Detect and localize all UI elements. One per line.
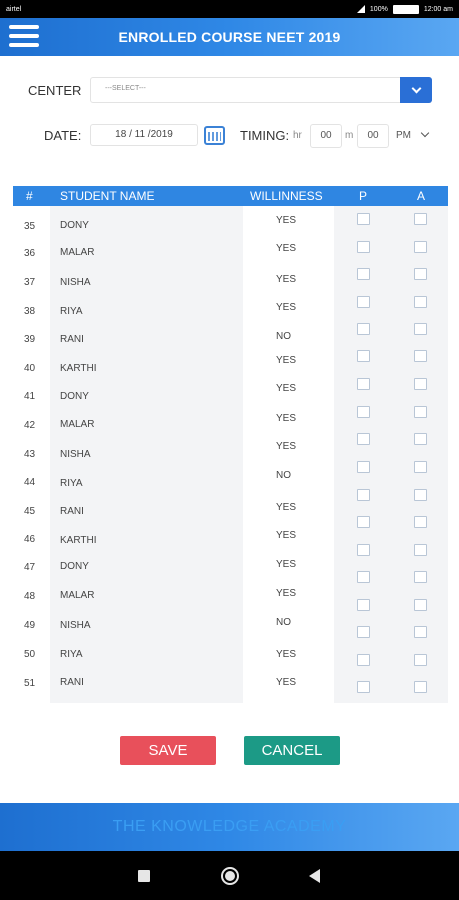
- student-name: RANI: [60, 506, 84, 517]
- willingness-value: NO: [276, 470, 291, 481]
- student-name: DONY: [60, 561, 89, 572]
- status-bar: [0, 0, 459, 18]
- present-checkbox[interactable]: [357, 516, 370, 528]
- row-number: 39: [24, 334, 36, 345]
- student-name: DONY: [60, 220, 89, 231]
- footer-text: THE KNOWLEDGE ACADEMY: [112, 818, 347, 835]
- student-name: NISHA: [60, 277, 91, 288]
- back-icon[interactable]: [309, 869, 320, 883]
- hour-label: hr: [293, 130, 302, 141]
- center-select-placeholder: ---SELECT---: [105, 85, 146, 92]
- navigation-bar: [0, 851, 459, 900]
- minute-input[interactable]: 00: [357, 124, 389, 148]
- student-name: RIYA: [60, 649, 83, 660]
- row-number: 35: [24, 221, 36, 232]
- row-number: 50: [24, 649, 36, 660]
- header-absent: A: [417, 189, 426, 203]
- row-number: 38: [24, 306, 36, 317]
- student-name: DONY: [60, 391, 89, 402]
- present-checkbox[interactable]: [357, 241, 370, 253]
- date-input[interactable]: 18 / 11 /2019: [90, 124, 198, 146]
- header-willingness: WILLINNESS: [250, 189, 323, 203]
- absent-checkbox[interactable]: [414, 241, 427, 253]
- absent-checkbox[interactable]: [414, 268, 427, 280]
- willingness-value: YES: [276, 441, 297, 452]
- row-number: 46: [24, 534, 36, 545]
- present-checkbox[interactable]: [357, 681, 370, 693]
- carrier-label: airtel: [6, 5, 22, 13]
- present-checkbox[interactable]: [357, 599, 370, 611]
- willingness-value: YES: [276, 302, 297, 313]
- row-number: 43: [24, 449, 36, 460]
- date-label: DATE:: [44, 128, 82, 143]
- hamburger-icon[interactable]: [9, 25, 39, 49]
- footer: [0, 803, 459, 851]
- absent-checkbox[interactable]: [414, 461, 427, 473]
- present-checkbox[interactable]: [357, 654, 370, 666]
- willingness-value: YES: [276, 588, 297, 599]
- page-title: ENROLLED COURSE NEET 2019: [118, 29, 341, 45]
- present-checkbox[interactable]: [357, 350, 370, 362]
- absent-checkbox[interactable]: [414, 654, 427, 666]
- present-checkbox[interactable]: [357, 571, 370, 583]
- student-name: NISHA: [60, 449, 91, 460]
- present-checkbox[interactable]: [357, 626, 370, 638]
- student-name: KARTHI: [60, 363, 97, 374]
- present-checkbox[interactable]: [357, 489, 370, 501]
- student-name: RANI: [60, 334, 84, 345]
- willingness-value: YES: [276, 215, 297, 226]
- willingness-value: YES: [276, 413, 297, 424]
- app-header: [0, 18, 459, 56]
- absent-checkbox[interactable]: [414, 571, 427, 583]
- row-number: 49: [24, 620, 36, 631]
- student-name: RIYA: [60, 478, 83, 489]
- status-icons: [357, 5, 453, 14]
- willingness-value: YES: [276, 355, 297, 366]
- chevron-down-icon: [411, 84, 421, 94]
- timing-label: TIMING:: [240, 128, 290, 143]
- row-number: 51: [24, 678, 36, 689]
- absent-checkbox[interactable]: [414, 378, 427, 390]
- absent-checkbox[interactable]: [414, 626, 427, 638]
- absent-checkbox[interactable]: [414, 489, 427, 501]
- absent-checkbox[interactable]: [414, 213, 427, 225]
- clock: 12:00 am: [423, 5, 453, 13]
- battery-icon: [393, 5, 419, 14]
- willingness-value: YES: [276, 559, 297, 570]
- header-number: #: [26, 189, 33, 203]
- willingness-value: YES: [276, 677, 297, 688]
- center-select[interactable]: [90, 77, 432, 103]
- row-number: 48: [24, 591, 36, 602]
- willingness-value: YES: [276, 502, 297, 513]
- present-checkbox[interactable]: [357, 544, 370, 556]
- present-checkbox[interactable]: [357, 433, 370, 445]
- willingness-value: NO: [276, 617, 291, 628]
- student-name: NISHA: [60, 620, 91, 631]
- absent-checkbox[interactable]: [414, 323, 427, 335]
- present-checkbox[interactable]: [357, 461, 370, 473]
- table-header: [13, 186, 448, 206]
- row-number: 44: [24, 477, 36, 488]
- header-student-name: STUDENT NAME: [60, 189, 155, 203]
- absent-checkbox[interactable]: [414, 516, 427, 528]
- willingness-value: YES: [276, 243, 297, 254]
- absent-checkbox[interactable]: [414, 406, 427, 418]
- absent-checkbox[interactable]: [414, 433, 427, 445]
- absent-checkbox[interactable]: [414, 350, 427, 362]
- minute-label: m: [345, 130, 354, 141]
- present-checkbox[interactable]: [357, 213, 370, 225]
- willingness-value: YES: [276, 383, 297, 394]
- willingness-value: YES: [276, 530, 297, 541]
- absent-checkbox[interactable]: [414, 681, 427, 693]
- row-number: 47: [24, 562, 36, 573]
- center-label: CENTER: [28, 83, 82, 98]
- present-checkbox[interactable]: [357, 296, 370, 308]
- student-name: KARTHI: [60, 535, 97, 546]
- present-checkbox[interactable]: [357, 406, 370, 418]
- present-checkbox[interactable]: [357, 323, 370, 335]
- recent-apps-icon[interactable]: [138, 870, 150, 882]
- ampm-select[interactable]: PM: [396, 130, 411, 141]
- student-name: MALAR: [60, 419, 95, 430]
- student-name: MALAR: [60, 590, 95, 601]
- row-number: 45: [24, 506, 36, 517]
- battery-label: 100%: [369, 5, 388, 13]
- save-button[interactable]: SAVE: [120, 736, 216, 765]
- home-icon[interactable]: [221, 867, 239, 885]
- row-number: 41: [24, 391, 36, 402]
- student-name: RIYA: [60, 306, 83, 317]
- row-number: 42: [24, 420, 36, 431]
- dropdown-button[interactable]: [400, 77, 432, 103]
- signal-icon: [357, 5, 365, 13]
- present-checkbox[interactable]: [357, 378, 370, 390]
- row-number: 36: [24, 248, 36, 259]
- absent-checkbox[interactable]: [414, 296, 427, 308]
- willingness-value: YES: [276, 274, 297, 285]
- chevron-down-icon[interactable]: [421, 129, 429, 137]
- willingness-value: YES: [276, 649, 297, 660]
- attendance-column-bg: [334, 206, 448, 703]
- cancel-button[interactable]: CANCEL: [244, 736, 340, 765]
- calendar-icon[interactable]: [204, 126, 225, 145]
- row-number: 40: [24, 363, 36, 374]
- absent-checkbox[interactable]: [414, 599, 427, 611]
- willingness-value: NO: [276, 331, 291, 342]
- student-name: MALAR: [60, 247, 95, 258]
- row-number: 37: [24, 277, 36, 288]
- hour-input[interactable]: 00: [310, 124, 342, 148]
- header-present: P: [359, 189, 368, 203]
- student-name: RANI: [60, 677, 84, 688]
- absent-checkbox[interactable]: [414, 544, 427, 556]
- present-checkbox[interactable]: [357, 268, 370, 280]
